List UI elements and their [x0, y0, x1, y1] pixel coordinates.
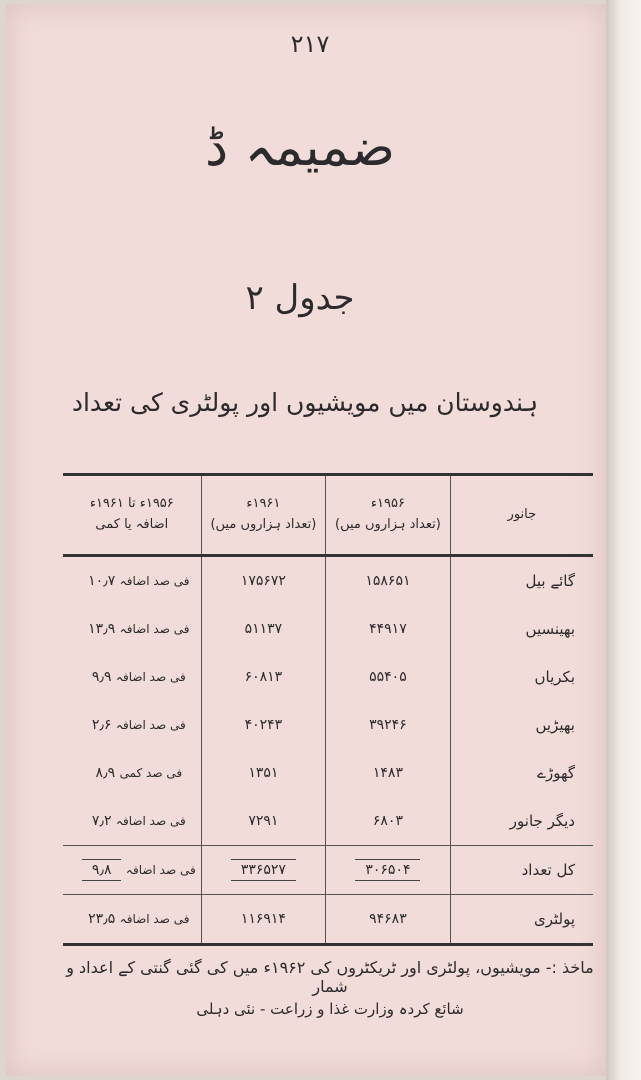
cell-animal [450, 653, 593, 701]
source-note [60, 958, 600, 996]
cell-1961 [201, 749, 326, 797]
cell-1961 [201, 846, 326, 895]
cell-1956 [326, 653, 451, 701]
table-row [63, 701, 593, 749]
cell-1961 [201, 556, 326, 606]
change-value: ۹٫۸ [82, 859, 122, 881]
value-1961: ۳۳۶۵۲۷ [231, 859, 296, 881]
value-1956: ۴۴۹۱۷ [369, 621, 407, 637]
table-row [63, 556, 593, 606]
change-value: ۷٫۲ [91, 813, 112, 829]
value-1961: ۱۳۵۱ [248, 765, 279, 781]
value-1956: ۳۰۶۵۰۴ [355, 859, 420, 881]
cell-1956 [326, 605, 451, 653]
cell-animal [450, 605, 593, 653]
value-1956: ۵۵۴۰۵ [369, 669, 407, 685]
table-title: ہندوستان میں مویشیوں اور پولٹری کی تعداد [71, 388, 539, 417]
change-label: فی صد اضافہ [115, 670, 186, 684]
value-1961: ۶۰۸۱۳ [244, 669, 283, 685]
cell-animal [450, 797, 593, 846]
change-label: فی صد اضافہ [119, 574, 190, 588]
appendix-title: ضمیمہ ڈ [204, 118, 396, 178]
change-wrap [63, 717, 201, 733]
cell-1961 [201, 895, 326, 945]
cell-change [63, 846, 201, 895]
change-wrap [63, 573, 201, 589]
change-value: ۱۳٫۹ [88, 621, 116, 637]
change-value: ۹٫۹ [91, 669, 112, 685]
table-row [63, 895, 593, 945]
animal-name: بکریاں [534, 668, 575, 686]
table-row [63, 605, 593, 653]
change-label: فی صد اضافہ [119, 912, 190, 926]
table-total-row [63, 846, 593, 895]
cell-animal [450, 895, 593, 945]
change-wrap [63, 911, 201, 927]
animal-name: بھیڑیں [535, 716, 575, 734]
page-number: ۲۱۷ [290, 30, 330, 58]
cell-1961 [201, 797, 326, 846]
table-row [63, 653, 593, 701]
header-1956-unit: (تعداد ہزاروں میں) [335, 517, 441, 532]
change-wrap [63, 669, 201, 685]
cell-1961 [201, 605, 326, 653]
header-animal: جانور [450, 475, 593, 556]
header-change-period: ۱۹۵۶ء تا ۱۹۶۱ء [89, 496, 174, 512]
cell-1961 [201, 701, 326, 749]
header-1956-year: ۱۹۵۶ء [370, 496, 405, 512]
value-1961: ۴۰۲۴۳ [244, 717, 283, 733]
change-value: ۲٫۶ [91, 717, 112, 733]
cell-1956 [326, 846, 451, 895]
change-label: فی صد کمی [119, 766, 183, 780]
header-change-sub: اضافہ یا کمی [95, 517, 169, 532]
cell-change [63, 653, 201, 701]
table-row [63, 797, 593, 846]
table-number: جدول ۲ [245, 278, 355, 318]
animal-name: دیگر جانور [509, 812, 575, 830]
change-label: فی صد اضافہ [115, 814, 186, 828]
source-publisher: شائع کردہ وزارت غذا و زراعت - نئی دہلی [196, 1000, 464, 1018]
header-1961 [201, 475, 326, 556]
cell-change [63, 605, 201, 653]
value-1961: ۵۱۱۳۷ [244, 621, 283, 637]
change-value: ۲۳٫۵ [88, 911, 116, 927]
change-wrap [63, 765, 201, 781]
cell-animal [450, 556, 593, 606]
header-change [63, 475, 201, 556]
cell-animal [450, 846, 593, 895]
livestock-table [63, 473, 593, 946]
value-1956: ۶۸۰۳ [372, 813, 403, 829]
cell-1961 [201, 653, 326, 701]
value-1956: ۳۹۲۴۶ [369, 717, 407, 733]
cell-change [63, 701, 201, 749]
change-label: فی صد اضافہ [115, 718, 186, 732]
header-1961-year: ۱۹۶۱ء [246, 496, 281, 512]
animal-name: پولٹری [533, 910, 575, 928]
value-1956: ۱۴۸۳ [372, 765, 403, 781]
animal-name: گائے بیل [525, 572, 575, 590]
cell-change [63, 797, 201, 846]
change-label: فی صد اضافہ [119, 622, 190, 636]
cell-1956 [326, 797, 451, 846]
value-1961: ۱۱۶۹۱۴ [240, 911, 286, 927]
cell-change [63, 749, 201, 797]
value-1961: ۱۷۵۶۷۲ [240, 573, 286, 589]
value-1961: ۷۲۹۱ [248, 813, 279, 829]
source-label: ماخذ :- [545, 958, 594, 977]
cell-1956 [326, 749, 451, 797]
animal-name: بھینسیں [525, 620, 575, 638]
change-wrap [63, 813, 201, 829]
table-header-row [63, 475, 593, 556]
change-value: ۸٫۹ [95, 765, 116, 781]
change-value: ۱۰٫۷ [88, 573, 116, 589]
cell-change [63, 556, 201, 606]
change-wrap [63, 621, 201, 637]
source-text: مویشیوں، پولٹری اور ٹریکٹروں کی ۱۹۶۲ء میں کی گئی گنتی کے اعداد و شمار [66, 958, 541, 996]
value-1956: ۱۵۸۶۵۱ [365, 573, 411, 589]
change-wrap [63, 862, 201, 878]
cell-animal [450, 701, 593, 749]
header-1956 [326, 475, 451, 556]
change-label: فی صد اضافہ [125, 863, 196, 877]
cell-1956 [326, 895, 451, 945]
value-1956: ۹۴۶۸۳ [369, 911, 407, 927]
cell-animal [450, 749, 593, 797]
cell-1956 [326, 701, 451, 749]
table-row [63, 749, 593, 797]
cell-1956 [326, 556, 451, 606]
animal-name: کل تعداد [521, 861, 575, 879]
header-1961-unit: (تعداد ہزاروں میں) [210, 517, 317, 532]
page-edge [606, 0, 641, 1080]
animal-name: گھوڑے [537, 764, 575, 782]
cell-change [63, 895, 201, 945]
